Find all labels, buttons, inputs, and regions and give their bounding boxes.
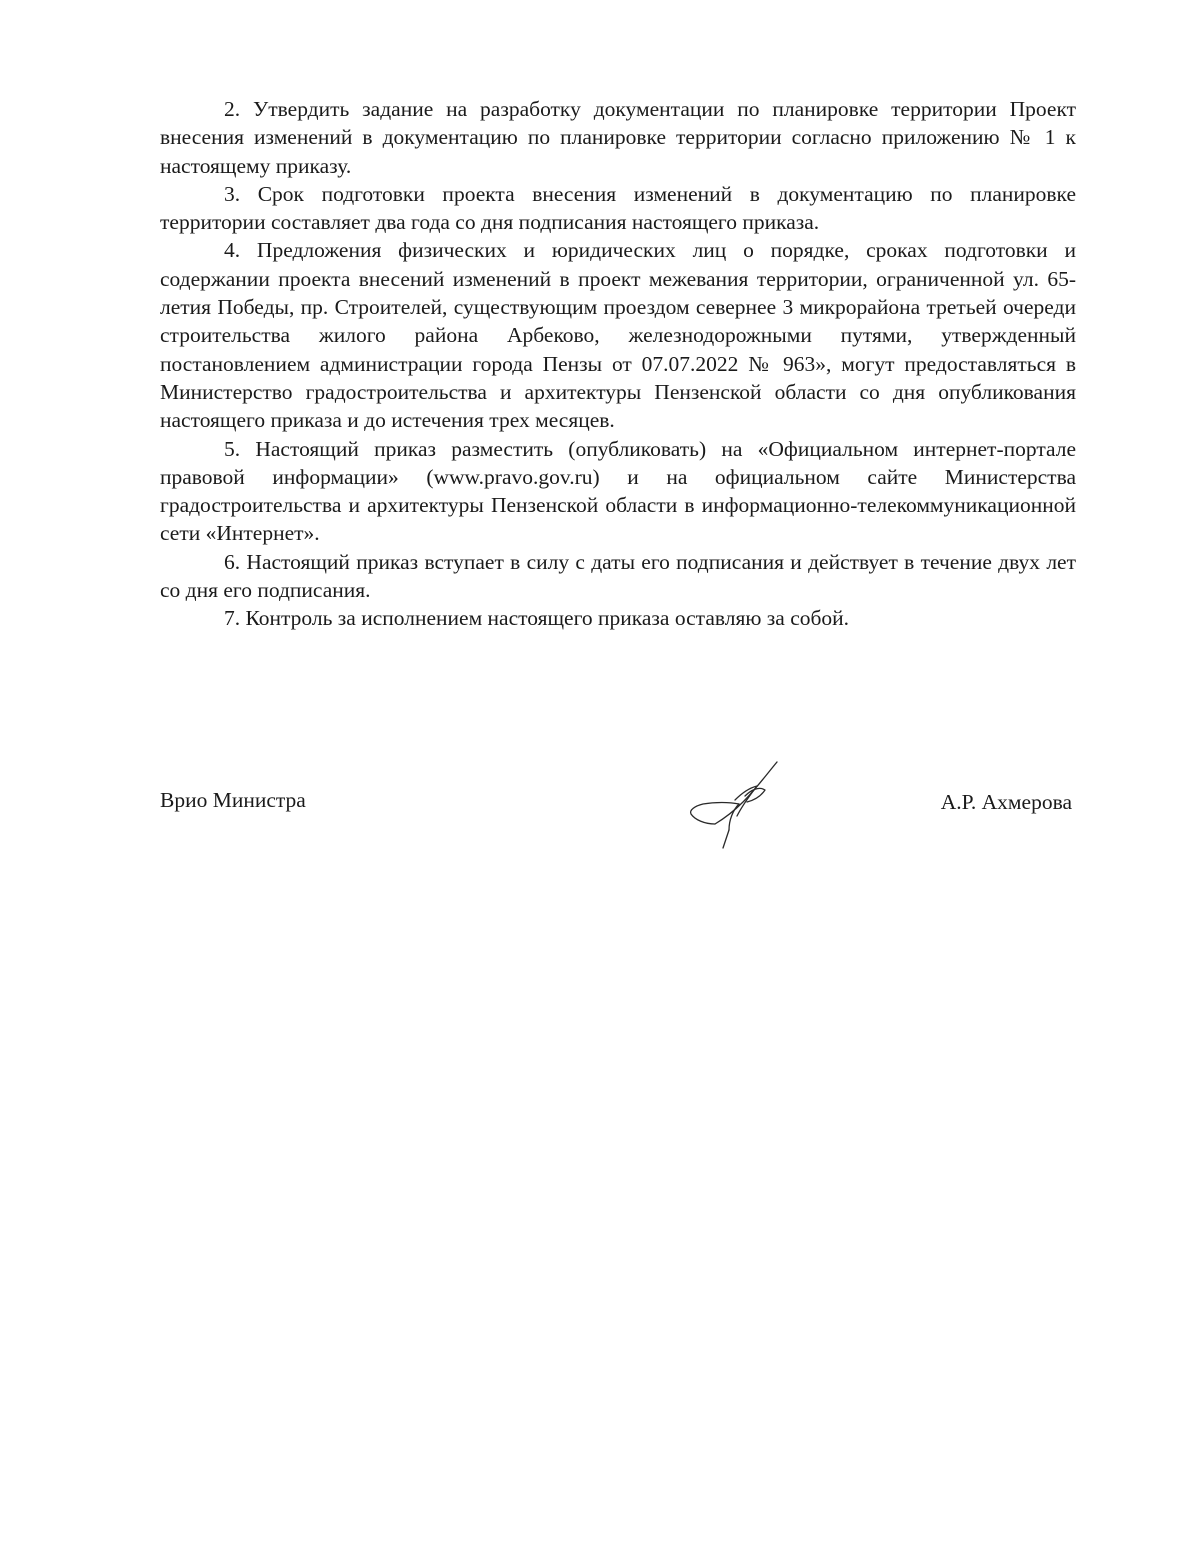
signer-name: А.Р. Ахмерова: [940, 790, 1072, 814]
paragraph-6: 6. Настоящий приказ вступает в силу с даты его подписания и действует в течение двух лет со дня его подписания.: [160, 549, 1076, 603]
paragraph-7: 7. Контроль за исполнением настоящего приказа оставляю за собой.: [224, 606, 850, 631]
paragraph-3: 3. Срок подготовки проекта внесения изменений в документацию по планировке территории составляет два года со дня подписания настоящего приказа.: [160, 181, 1076, 235]
signature-block: [160, 760, 1076, 860]
document-body: [160, 95, 1076, 633]
signer-position: Врио Министра: [160, 788, 306, 812]
handwritten-signature: [685, 760, 785, 850]
paragraph-5: 5. Настоящий приказ разместить (опубликовать) на «Официальном интернет-портале правовой информации» (www.pravo.gov.ru) и на официальном сайте Министерства градостроительства и архитектуры Пензенской области в информационно-телекоммуникационной сети «Интернет».: [160, 436, 1076, 546]
paragraph-2: 2. Утвердить задание на разработку документации по планировке территории Проект внесения изменений в документацию по планировке территории согласно приложению № 1 к настоящему приказу.: [160, 97, 1076, 178]
paragraph-4: 4. Предложения физических и юридических лиц о порядке, сроках подготовки и содержании проекта внесений изменений в проект межевания территории, ограниченной ул. 65-летия Победы, пр. Строителей, существующим проездом севернее 3 микрорайона третьей очереди строительства жилого района Арбеково, железнодорожными путями, утвержденный постановлением администрации города Пензы от 07.07.2022 № 963», могут предоставляться в Министерство градостроительства и архитектуры Пензенской области со дня опубликования настоящего приказа и до истечения трех месяцев.: [160, 238, 1076, 433]
